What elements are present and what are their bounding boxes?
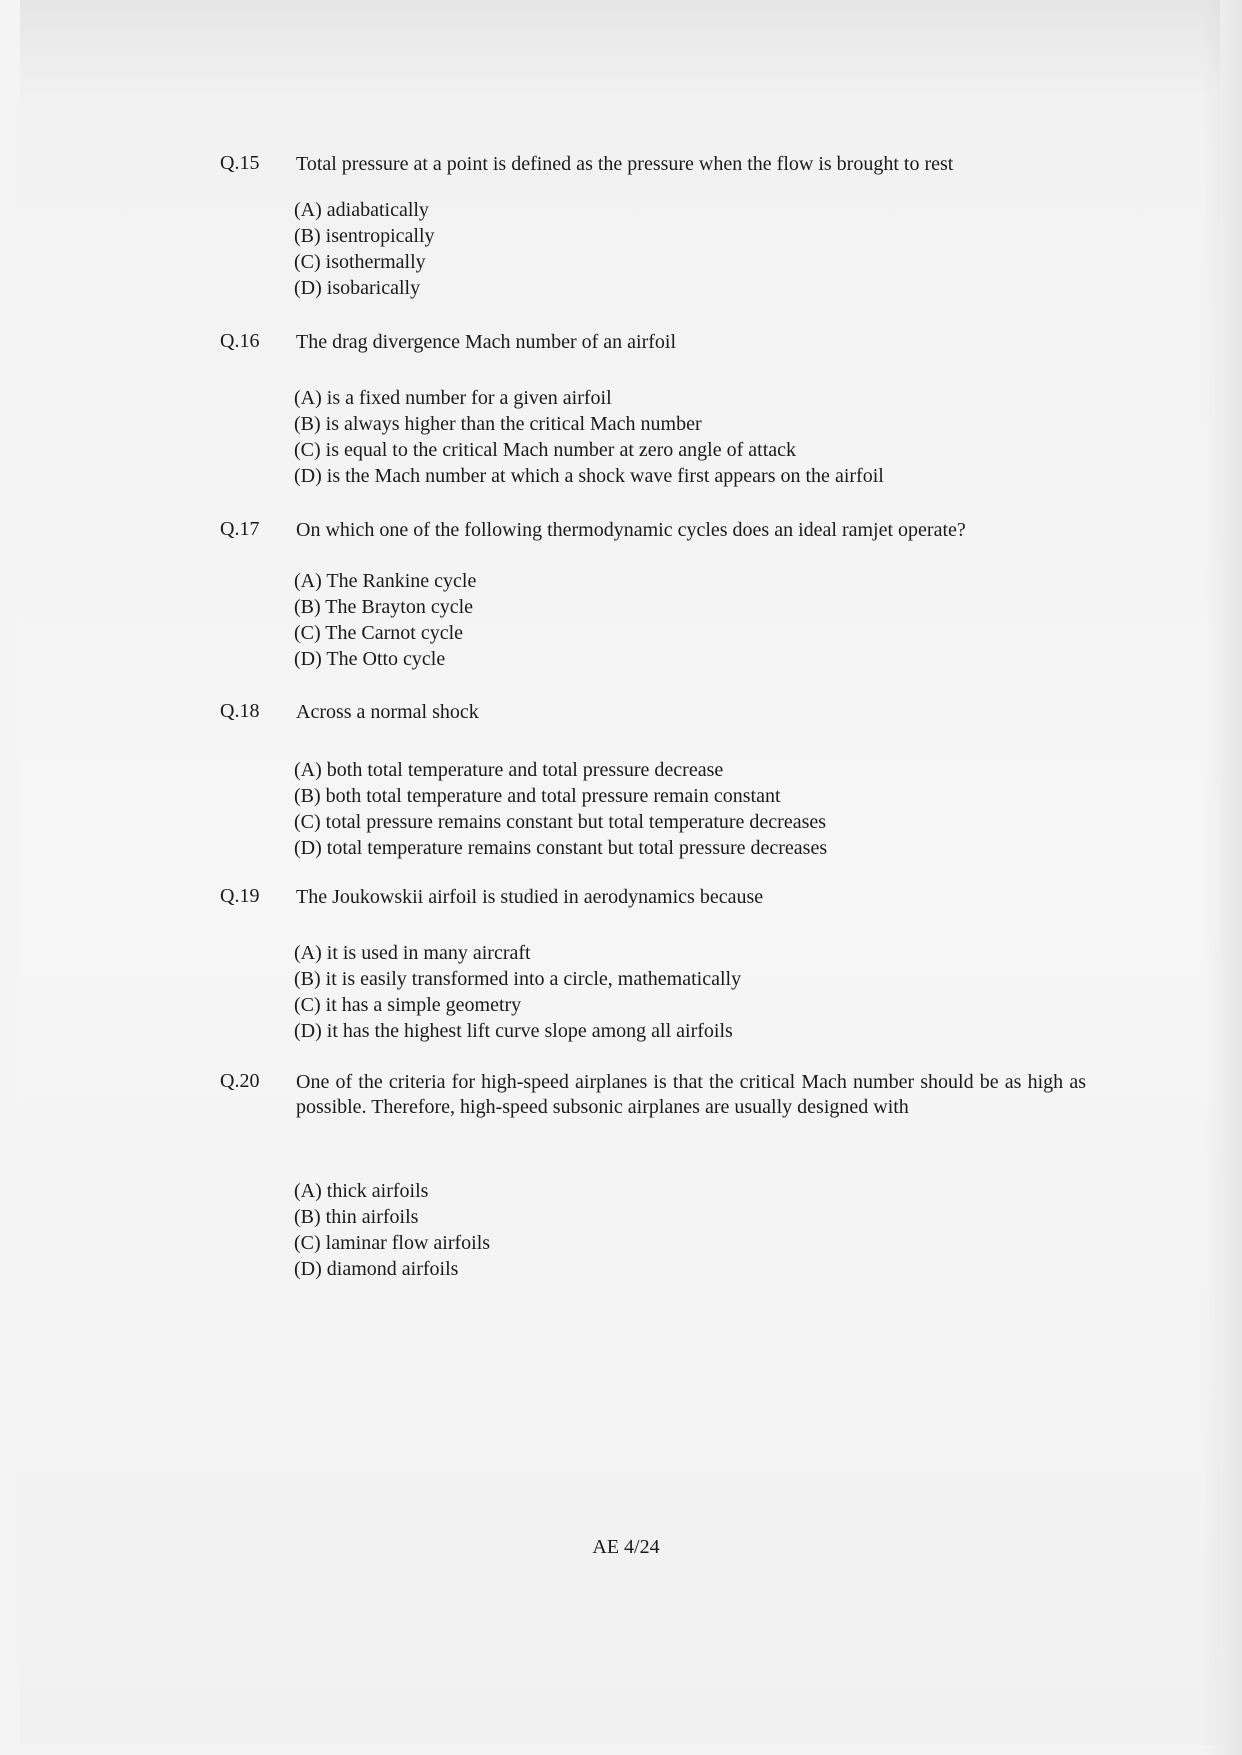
options-list xyxy=(294,940,741,1044)
options-list xyxy=(294,1178,490,1282)
option-c: (C) is equal to the critical Mach number at zero angle of attack xyxy=(294,439,797,461)
option-a: (A) is a fixed number for a given airfoil xyxy=(294,387,612,409)
paper-sheet xyxy=(20,0,1220,1745)
option-a: (A) adiabatically xyxy=(294,199,429,221)
option-c: (C) The Carnot cycle xyxy=(294,622,464,644)
option-d: (D) isobarically xyxy=(294,277,421,299)
option-b: (B) thin airfoils xyxy=(294,1206,419,1228)
question-text: The drag divergence Mach number of an airfoil xyxy=(296,331,677,353)
question-number: Q.19 xyxy=(220,885,260,907)
options-list xyxy=(294,757,827,861)
option-b: (B) isentropically xyxy=(294,225,435,247)
option-b: (B) The Brayton cycle xyxy=(294,596,474,618)
option-c: (C) total pressure remains constant but total temperature decreases xyxy=(294,811,827,833)
option-c: (C) it has a simple geometry xyxy=(294,994,522,1016)
question-text: Across a normal shock xyxy=(296,701,479,723)
option-d: (D) The Otto cycle xyxy=(294,648,446,670)
question-number: Q.20 xyxy=(220,1070,260,1092)
option-b: (B) is always higher than the critical Mach number xyxy=(294,413,702,435)
page-edge-shadow xyxy=(1202,0,1242,1755)
question-text: Total pressure at a point is defined as the pressure when the flow is brought to rest xyxy=(296,153,954,175)
option-a: (A) it is used in many aircraft xyxy=(294,942,531,964)
question-number: Q.15 xyxy=(220,152,260,174)
page-number: AE 4/24 xyxy=(592,1536,660,1558)
question-number: Q.17 xyxy=(220,518,260,540)
option-a: (A) both total temperature and total pressure decrease xyxy=(294,759,724,781)
option-b: (B) both total temperature and total pressure remain constant xyxy=(294,785,781,807)
options-list xyxy=(294,385,884,489)
option-a: (A) thick airfoils xyxy=(294,1180,429,1202)
option-d: (D) is the Mach number at which a shock wave first appears on the airfoil xyxy=(294,465,884,487)
question-number: Q.16 xyxy=(220,330,260,352)
options-list xyxy=(294,197,435,301)
option-c: (C) laminar flow airfoils xyxy=(294,1232,491,1254)
option-a: (A) The Rankine cycle xyxy=(294,570,477,592)
question-text: The Joukowskii airfoil is studied in aerodynamics because xyxy=(296,886,764,908)
option-d: (D) total temperature remains constant but total pressure decreases xyxy=(294,837,828,859)
option-d: (D) diamond airfoils xyxy=(294,1258,459,1280)
question-text: On which one of the following thermodynamic cycles does an ideal ramjet operate? xyxy=(296,519,966,541)
options-list xyxy=(294,568,476,672)
question-number: Q.18 xyxy=(220,700,260,722)
option-d: (D) it has the highest lift curve slope among all airfoils xyxy=(294,1020,733,1042)
option-b: (B) it is easily transformed into a circle, mathematically xyxy=(294,968,742,990)
question-text: One of the criteria for high-speed airplanes is that the critical Mach number should be as high as possible. Therefore, high-speed subsonic airplanes are usually designed with xyxy=(296,1071,1086,1118)
option-c: (C) isothermally xyxy=(294,251,426,273)
